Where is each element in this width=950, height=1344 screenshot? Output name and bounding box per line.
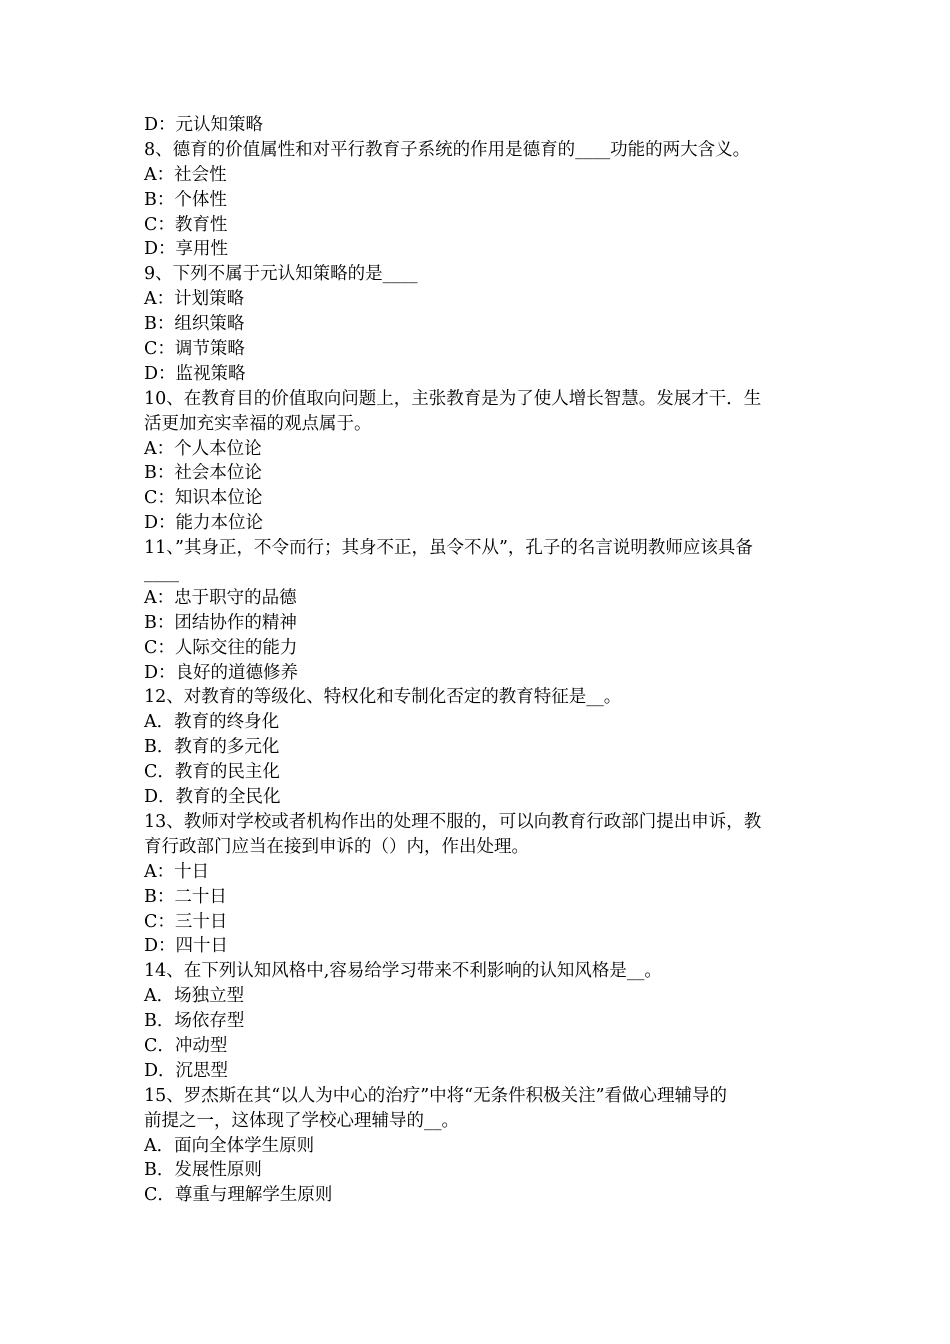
option-c: C：知识本位论 (144, 488, 263, 509)
option-d: D：良好的道德修养 (144, 662, 299, 683)
option-d: D．沉思型 (144, 1060, 229, 1081)
option-a: A：个人本位论 (144, 438, 262, 459)
option-b: B：个体性 (144, 189, 227, 210)
option-a: A．面向全体学生原则 (144, 1135, 315, 1156)
option-a: A．教育的终身化 (144, 712, 280, 733)
question-15: 15、罗杰斯在其“以人为中心的治疗”中将“无条件积极关注”看做心理辅导的 (144, 1085, 728, 1106)
question-15-cont: 前提之一，这体现了学校心理辅导的__。 (144, 1110, 459, 1131)
option-a: A：社会性 (144, 164, 227, 185)
option-d: D：享用性 (144, 239, 229, 260)
option-b: B：团结协作的精神 (144, 612, 297, 633)
question-12: 12、对教育的等级化、特权化和专制化否定的教育特征是__。 (144, 687, 622, 708)
question-8: 8、德育的价值属性和对平行教育子系统的作用是德育的____功能的两大含义。 (144, 139, 751, 160)
option-a: A：忠于职守的品德 (144, 587, 297, 608)
question-13: 13、教师对学校或者机构作出的处理不服的，可以向教育行政部门提出申诉，教 (144, 811, 762, 832)
question-11-cont: ____ (144, 563, 179, 584)
text-line: D：元认知策略 (144, 115, 264, 135)
option-b: B：组织策略 (144, 314, 245, 335)
option-a: A：十日 (144, 861, 210, 882)
question-14: 14、在下列认知风格中,容易给学习带来不利影响的认知风格是__。 (144, 961, 662, 982)
option-b: B．发展性原则 (144, 1160, 262, 1181)
question-13-cont: 育行政部门应当在接到申诉的（）内，作出处理。 (144, 836, 529, 857)
option-a: A：计划策略 (144, 289, 245, 310)
option-b: B．场依存型 (144, 1011, 245, 1032)
option-d: D：监视策略 (144, 363, 246, 384)
question-10-cont: 活更加充实幸福的观点属于。 (144, 413, 372, 434)
option-d: D．教育的全民化 (144, 787, 281, 808)
option-c: C．尊重与理解学生原则 (144, 1185, 333, 1206)
option-d: D：能力本位论 (144, 513, 264, 534)
option-c: C．冲动型 (144, 1035, 228, 1056)
option-b: B：社会本位论 (144, 463, 262, 484)
document-body (144, 113, 810, 1208)
option-c: C：调节策略 (144, 339, 245, 360)
option-c: C：人际交往的能力 (144, 637, 298, 658)
option-c: C：三十日 (144, 911, 228, 932)
question-10: 10、在教育目的价值取向问题上，主张教育是为了使人增长智慧。发展才干．生 (144, 388, 762, 409)
option-a: A．场独立型 (144, 986, 245, 1007)
option-c: C．教育的民主化 (144, 762, 280, 783)
option-b: B．教育的多元化 (144, 737, 280, 758)
question-9: 9、下列不属于元认知策略的是____ (144, 264, 418, 285)
option-c: C：教育性 (144, 214, 228, 235)
option-d: D：四十日 (144, 936, 229, 957)
question-11: 11、”其身正，不令而行；其身不正，虽令不从”，孔子的名言说明教师应该具备 (144, 538, 753, 559)
option-b: B：二十日 (144, 886, 227, 907)
